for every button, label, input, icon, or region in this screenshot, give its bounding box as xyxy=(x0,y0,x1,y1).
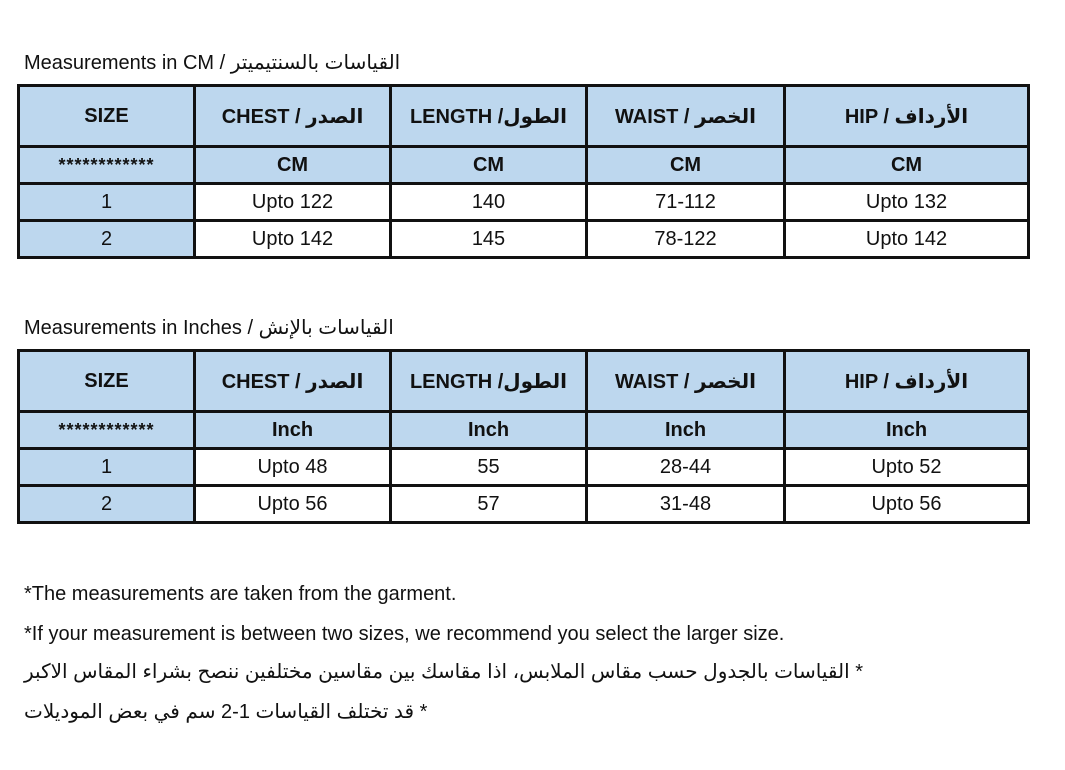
hip-cell: Upto 56 xyxy=(785,486,1029,523)
inch-section-title: Measurements in Inches / القياسات بالإنش xyxy=(24,317,394,339)
inch-size-table xyxy=(17,349,1030,524)
waist-cell: 28-44 xyxy=(587,449,785,486)
unit-cell: Inch xyxy=(587,412,785,449)
table-row xyxy=(19,449,1029,486)
header-waist: WAIST / الخصر xyxy=(587,351,785,412)
unit-cell: CM xyxy=(587,147,785,184)
size-cell: 1 xyxy=(19,449,195,486)
length-cell: 145 xyxy=(391,221,587,258)
unit-placeholder: ************ xyxy=(19,147,195,184)
unit-cell: CM xyxy=(785,147,1029,184)
header-length: LENGTH /الطول xyxy=(391,351,587,412)
chest-cell: Upto 56 xyxy=(195,486,391,523)
header-length: LENGTH /الطول xyxy=(391,86,587,147)
unit-row xyxy=(19,412,1029,449)
header-waist: WAIST / الخصر xyxy=(587,86,785,147)
note-arabic-variance-text: * قد تختلف القياسات 1-2 سم في بعض الموديلات xyxy=(24,701,428,723)
length-cell: 140 xyxy=(391,184,587,221)
note-larger-size: *If your measurement is between two sizes, we recommend you select the larger size. xyxy=(24,623,785,645)
hip-cell: Upto 132 xyxy=(785,184,1029,221)
size-cell: 2 xyxy=(19,221,195,258)
header-hip: HIP / الأرداف xyxy=(785,86,1029,147)
chest-cell: Upto 122 xyxy=(195,184,391,221)
unit-cell: Inch xyxy=(195,412,391,449)
note-arabic-larger-size-text: * القياسات بالجدول حسب مقاس الملابس، اذا مقاسك بين مقاسين مختلفين ننصح بشراء المقاس الاكبر xyxy=(24,661,863,683)
table-header-row xyxy=(19,86,1029,147)
cm-section-title: Measurements in CM / القياسات بالسنتيميتر xyxy=(24,52,401,74)
length-cell: 57 xyxy=(391,486,587,523)
unit-cell: Inch xyxy=(785,412,1029,449)
length-cell: 55 xyxy=(391,449,587,486)
unit-cell: CM xyxy=(195,147,391,184)
size-cell: 1 xyxy=(19,184,195,221)
waist-cell: 31-48 xyxy=(587,486,785,523)
waist-cell: 78-122 xyxy=(587,221,785,258)
header-chest: CHEST / الصدر xyxy=(195,351,391,412)
chest-cell: Upto 48 xyxy=(195,449,391,486)
unit-placeholder: ************ xyxy=(19,412,195,449)
header-chest: CHEST / الصدر xyxy=(195,86,391,147)
note-arabic-variance xyxy=(24,700,427,724)
header-hip: HIP / الأرداف xyxy=(785,351,1029,412)
unit-cell: CM xyxy=(391,147,587,184)
table-row xyxy=(19,486,1029,523)
table-row xyxy=(19,221,1029,258)
cm-size-table xyxy=(17,84,1030,259)
hip-cell: Upto 142 xyxy=(785,221,1029,258)
chest-cell: Upto 142 xyxy=(195,221,391,258)
unit-row xyxy=(19,147,1029,184)
size-cell: 2 xyxy=(19,486,195,523)
unit-cell: Inch xyxy=(391,412,587,449)
note-arabic-larger-size xyxy=(24,660,863,684)
waist-cell: 71-112 xyxy=(587,184,785,221)
note-garment: *The measurements are taken from the garment. xyxy=(24,583,457,605)
header-size: SIZE xyxy=(19,86,195,147)
table-header-row xyxy=(19,351,1029,412)
hip-cell: Upto 52 xyxy=(785,449,1029,486)
header-size: SIZE xyxy=(19,351,195,412)
table-row xyxy=(19,184,1029,221)
